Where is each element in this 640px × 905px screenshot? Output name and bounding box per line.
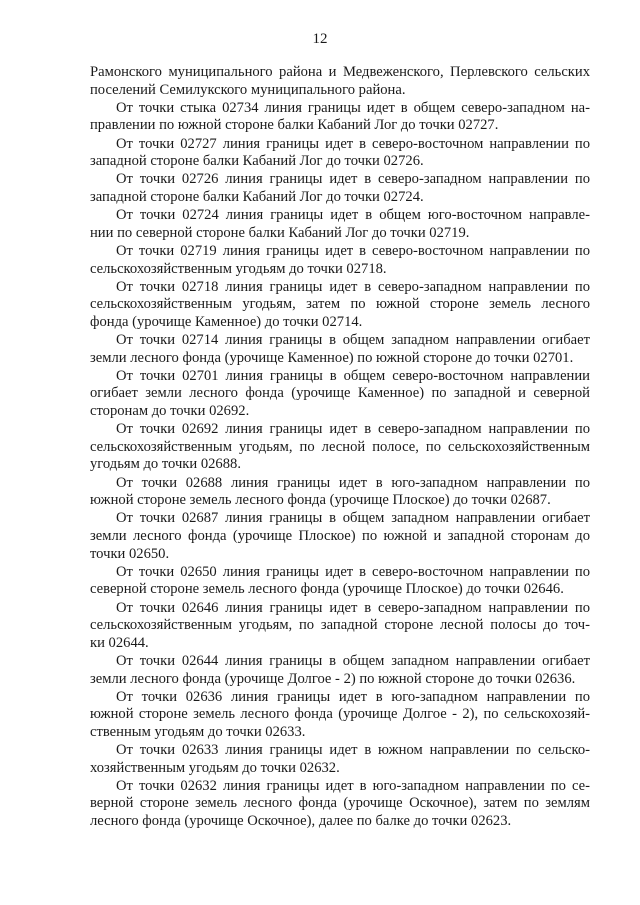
paragraph <box>90 600 590 653</box>
page-number: 12 <box>312 31 328 47</box>
paragraph-line: сельскохозяйственным угодьям, затем по южной стороне земель лесного <box>90 296 590 313</box>
paragraph-line: поселений Семилукского муниципального района. <box>90 81 406 98</box>
paragraph-line: От точки стыка 02734 линия границы идет в общем северо-западном на- <box>116 99 590 116</box>
paragraph-line: От точки 02714 линия границы в общем западном направлении огибает <box>116 332 590 349</box>
paragraph <box>90 778 590 831</box>
paragraph-line: сельскохозяйственным угодьям до точки 02718. <box>90 260 387 277</box>
paragraph-line: От точки 02719 линия границы идет в северо-восточном направлении по <box>116 242 590 259</box>
paragraph-line: южной стороне земель лесного фонда (урочище Долгое - 2), по сельскохозяй- <box>90 706 590 723</box>
paragraph-line: земли лесного фонда (урочище Долгое - 2) по южной стороне до точки 02636. <box>90 670 576 687</box>
paragraph <box>90 653 590 688</box>
paragraph <box>90 171 590 206</box>
paragraph-line: угодьям до точки 02688. <box>90 456 241 473</box>
paragraph-line: От точки 02633 линия границы идет в южном направлении по сельско- <box>116 742 590 759</box>
paragraph <box>90 475 590 510</box>
paragraph-line: сельскохозяйственным угодьям, по лесной полосе, по сельскохозяйственным <box>90 438 590 455</box>
paragraph-line: От точки 02701 линия границы в общем северо-восточном направлении <box>116 367 590 384</box>
paragraph-line: хозяйственным угодьям до точки 02632. <box>90 759 340 776</box>
paragraph-line: земли лесного фонда (урочище Плоское) по южной и западной сторонам до <box>90 527 590 544</box>
paragraph <box>90 742 590 777</box>
paragraph <box>90 136 590 171</box>
paragraph-line: фонда (урочище Каменное) до точки 02714. <box>90 313 363 330</box>
paragraph <box>90 368 590 421</box>
paragraph-line: ственным угодьям до точки 02633. <box>90 723 306 740</box>
paragraph-line: ки 02644. <box>90 634 149 651</box>
paragraph-line: От точки 02692 линия границы идет в северо-западном направлении по <box>116 421 590 438</box>
paragraph-line: огибает земли лесного фонда (урочище Каменное) по западной и северной <box>90 385 590 402</box>
paragraph <box>90 564 590 599</box>
paragraph-line: западной стороне балки Кабаний Лог до точки 02724. <box>90 188 424 205</box>
paragraph-line: правлении по южной стороне балки Кабаний Лог до точки 02727. <box>90 117 499 134</box>
paragraph-line: От точки 02726 линия границы идет в северо-западном направлении по <box>116 171 590 188</box>
paragraph-line: От точки 02724 линия границы идет в общем юго-восточном направле- <box>116 207 590 224</box>
paragraph-line: От точки 02644 линия границы в общем западном направлении огибает <box>116 652 590 669</box>
paragraph-line: северной стороне земель лесного фонда (урочище Плоское) до точки 02646. <box>90 581 564 598</box>
paragraph-line: От точки 02636 линия границы идет в юго-западном направлении по <box>116 688 590 705</box>
paragraph <box>90 510 590 563</box>
paragraph-line: От точки 02727 линия границы идет в северо-восточном направлении по <box>116 135 590 152</box>
paragraph <box>90 689 590 742</box>
paragraph-line: сельскохозяйственным угодьям, по западной стороне лесной полосы до точ- <box>90 617 590 634</box>
paragraph <box>90 64 590 99</box>
paragraph-line: От точки 02687 линия границы в общем западном направлении огибает <box>116 510 590 527</box>
paragraph-line: западной стороне балки Кабаний Лог до точки 02726. <box>90 153 424 170</box>
paragraph-line: От точки 02632 линия границы идет в юго-западном направлении по се- <box>116 777 590 794</box>
paragraph-line: южной стороне земель лесного фонда (урочище Плоское) до точки 02687. <box>90 492 551 509</box>
paragraph-line: верной стороне земель лесного фонда (урочище Оскочное), затем по землям <box>90 795 590 812</box>
paragraph-line: От точки 02650 линия границы идет в северо-восточном направлении по <box>116 563 590 580</box>
paragraph-line: От точки 02646 линия границы идет в северо-западном направлении по <box>116 599 590 616</box>
paragraph <box>90 279 590 332</box>
paragraph-line: земли лесного фонда (урочище Каменное) по южной стороне до точки 02701. <box>90 349 574 366</box>
paragraph <box>90 332 590 367</box>
paragraph-line: От точки 02688 линия границы идет в юго-западном направлении по <box>116 474 590 491</box>
paragraph-line: сторонам до точки 02692. <box>90 403 250 420</box>
paragraph <box>90 207 590 242</box>
paragraph-line: лесного фонда (урочище Оскочное), далее по балке до точки 02623. <box>90 813 512 830</box>
paragraph-line: Рамонского муниципального района и Медвеженского, Перлевского сельских <box>90 64 590 80</box>
paragraph-line: От точки 02718 линия границы идет в северо-западном направлении по <box>116 278 590 295</box>
document-body <box>90 64 590 831</box>
paragraph-line: точки 02650. <box>90 545 170 562</box>
paragraph <box>90 243 590 278</box>
paragraph-line: нии по северной стороне балки Кабаний Лог до точки 02719. <box>90 224 470 241</box>
paragraph <box>90 100 590 135</box>
paragraph <box>90 421 590 474</box>
